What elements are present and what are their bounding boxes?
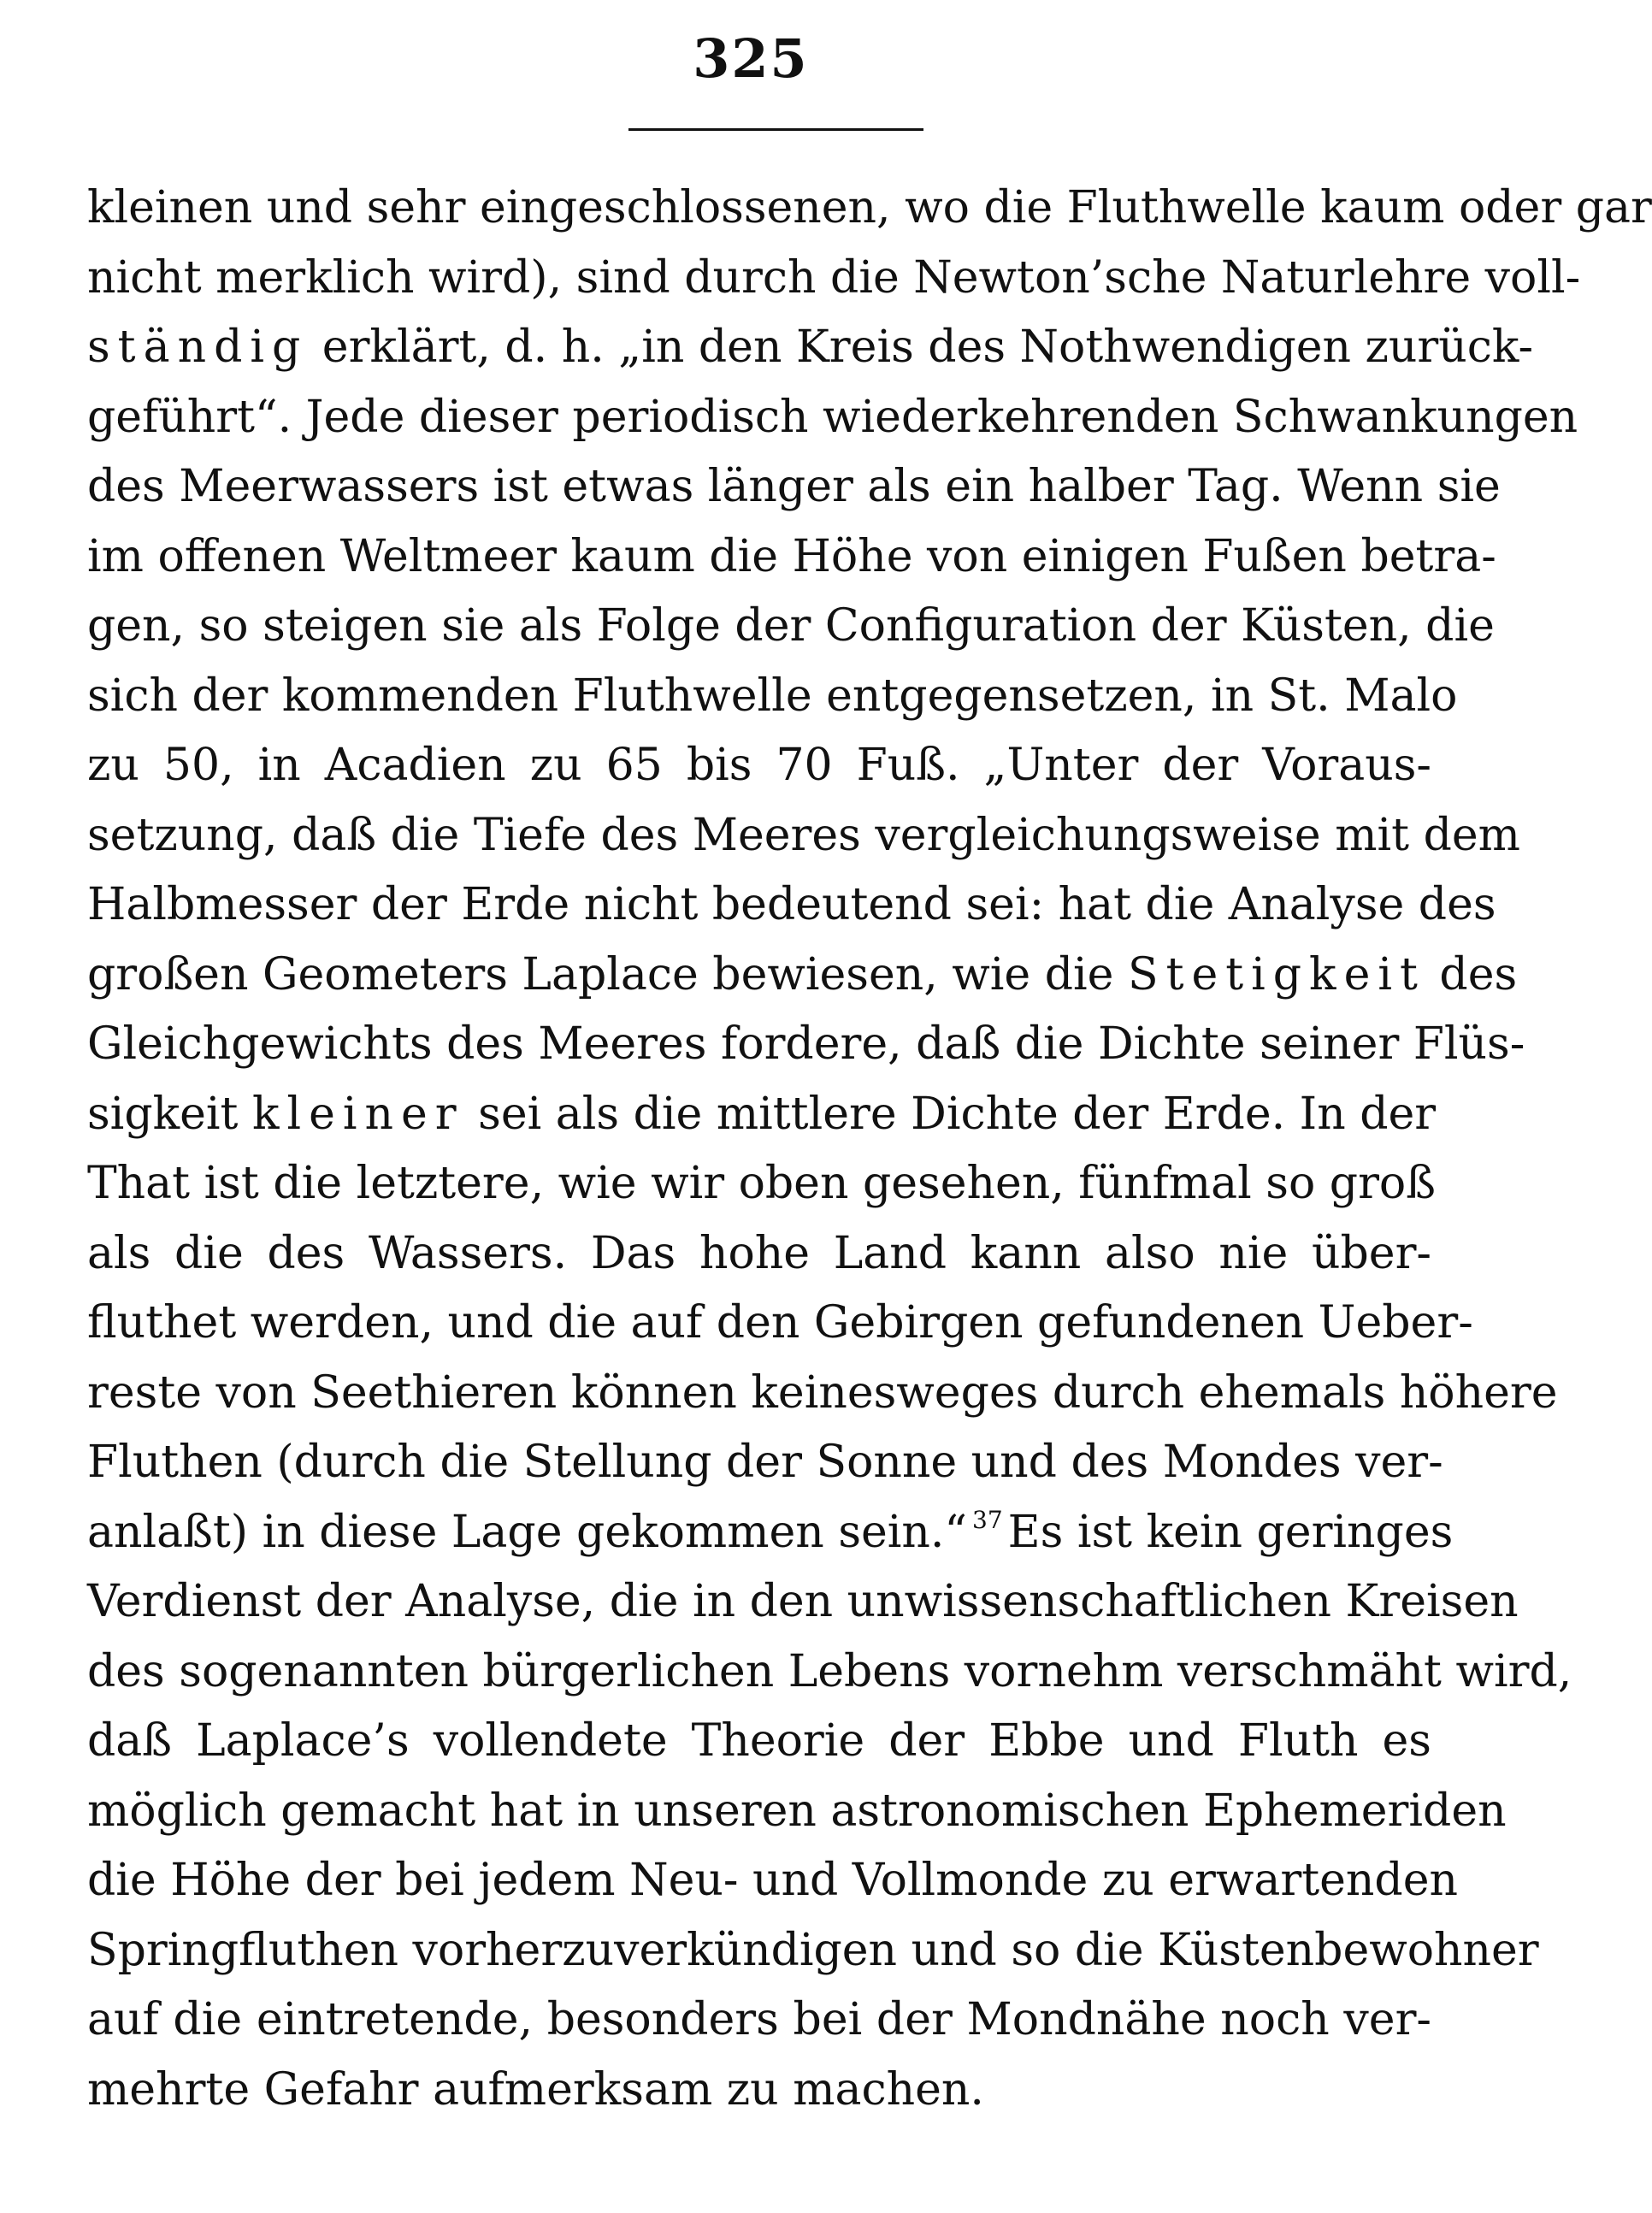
text-line-16: als die des Wassers. Das hohe Land kann also nie über- <box>87 1227 1431 1279</box>
text-line-21: Verdienst der Analyse, die in den unwissenschaftlichen Kreisen <box>87 1576 1519 1627</box>
text-line-15: That ist die letztere, wie wir oben gesehen, fünfmal so groß <box>87 1158 1436 1209</box>
text-line-14 <box>87 1080 1437 1150</box>
text-line-20 <box>87 1498 1454 1568</box>
text-line-19: Fluthen (durch die Stellung der Sonne und des Mondes ver- <box>87 1437 1443 1488</box>
text-fragment: des <box>1425 948 1518 1000</box>
text-line-2: nicht merklich wird), sind durch die Newton’sche Naturlehre voll- <box>87 251 1581 304</box>
text-line-25: die Höhe der bei jedem Neu- und Vollmonde zu erwartenden <box>87 1855 1458 1906</box>
text-line-24: möglich gemacht hat in unseren astronomischen Ephemeriden <box>87 1785 1507 1837</box>
text-line-6: im offenen Weltmeer kaum die Höhe von einigen Fußen betra- <box>87 530 1496 582</box>
text-line-7: gen, so steigen sie als Folge der Configuration der Küsten, die <box>87 600 1495 652</box>
text-line-28: mehrte Gefahr aufmerksam zu machen. <box>87 2063 984 2116</box>
text-fragment: sei als die mittlere Dichte der Erde. In der <box>463 1088 1437 1140</box>
text-line-8: sich der kommenden Fluthwelle entgegensetzen, in St. Malo <box>87 670 1458 722</box>
header-rule <box>628 128 923 131</box>
text-line-27: auf die eintretende, besonders bei der Mondnähe noch ver- <box>87 1994 1431 2045</box>
text-fragment: anlaßt) in diese Lage gekommen sein.“ <box>87 1506 968 1558</box>
text-line-3 <box>87 313 1534 383</box>
text-line-23: daß Laplace’s vollendete Theorie der Ebbe und Fluth es <box>87 1715 1431 1767</box>
text-line-17: fluthet werden, und die auf den Gebirgen gefundenen Ueber- <box>87 1297 1473 1348</box>
text-line-10: setzung, daß die Tiefe des Meeres vergleichungsweise mit dem <box>87 809 1520 861</box>
text-fragment: sigkeit <box>87 1088 252 1140</box>
text-line-1: kleinen und sehr eingeschlossenen, wo die Fluthwelle kaum oder gar <box>87 182 1652 233</box>
text-line-4: geführt“. Jede dieser periodisch wiederkehrenden Schwankungen <box>87 391 1578 443</box>
text-line-13: Gleichgewichts des Meeres fordere, daß die Dichte seiner Flüs- <box>87 1018 1525 1070</box>
text-line-9: zu 50, in Acadien zu 65 bis 70 Fuß. „Unter der Voraus- <box>87 740 1431 791</box>
emphasis-spaced: Stetigkeit <box>1127 948 1425 1000</box>
text-line-22: des sogenannten bürgerlichen Lebens vornehm verschmäht wird, <box>87 1645 1572 1697</box>
emphasis-spaced: kleiner <box>251 1088 464 1140</box>
text-line-12 <box>87 941 1518 1011</box>
text-fragment: Es ist kein geringes <box>1007 1506 1454 1558</box>
text-line-18: reste von Seethieren können keinesweges durch ehemals höhere <box>87 1366 1558 1419</box>
text-line-26: Springfluthen vorherzuverkündigen und so die Küstenbewohner <box>87 1924 1539 1976</box>
page-number: 325 <box>693 27 809 90</box>
text-fragment: erklärt, d. h. „in den Kreis des Nothwendigen zurück- <box>308 322 1534 373</box>
body-text <box>87 174 1652 2125</box>
text-line-11: Halbmesser der Erde nicht bedeutend sei: hat die Analyse des <box>87 879 1496 930</box>
text-line-5: des Meerwassers ist etwas länger als ein halber Tag. Wenn sie <box>87 461 1501 512</box>
emphasis-spaced: ständig <box>87 322 309 373</box>
text-fragment: großen Geometers Laplace bewiesen, wie die <box>87 948 1128 1000</box>
footnote-marker: 37 <box>972 1505 1003 1534</box>
